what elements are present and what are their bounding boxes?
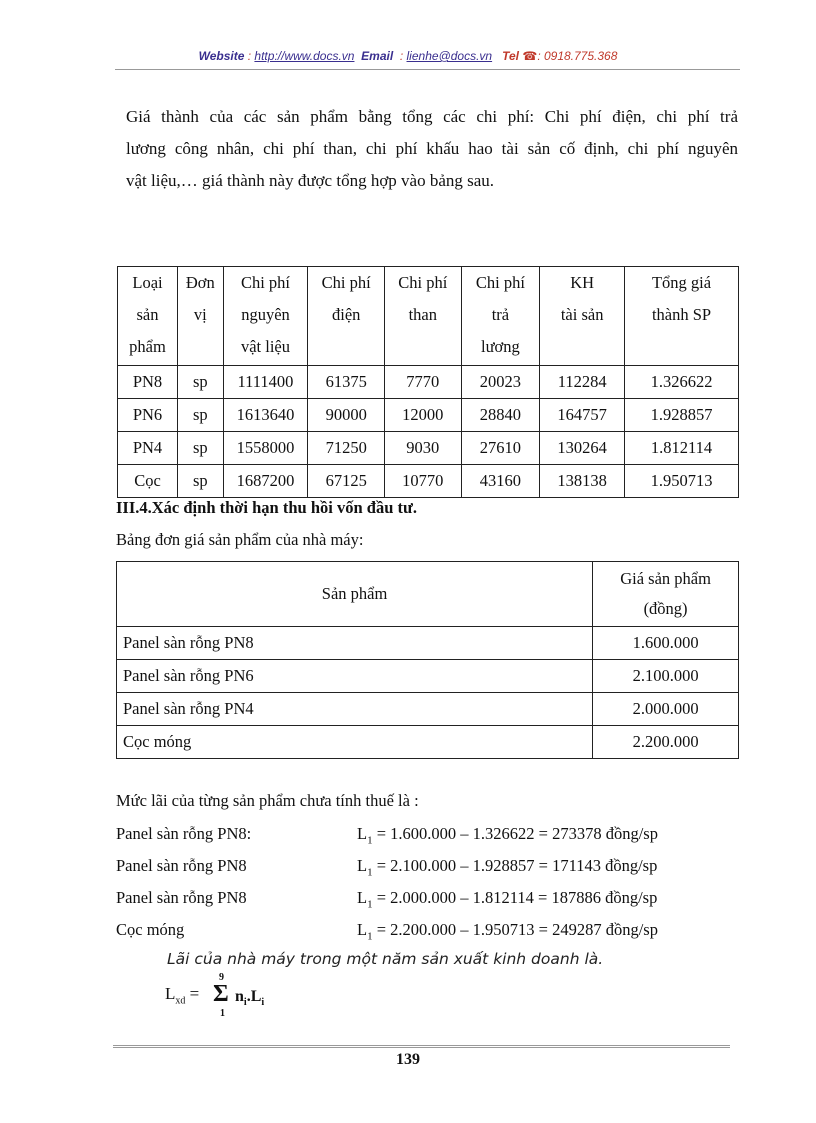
phone-icon: ☎ (522, 49, 538, 63)
table-row (118, 399, 739, 432)
table-cell: 67125 (308, 465, 385, 498)
table-row (118, 432, 739, 465)
product-name: Cọc móng (117, 726, 593, 759)
sigma-symbol: Σ (213, 981, 229, 1007)
table-cell: 164757 (540, 399, 625, 432)
sum-lower-limit: 1 (220, 1008, 225, 1019)
product-price: 2.200.000 (593, 726, 739, 759)
table-cell: 27610 (461, 432, 540, 465)
header-product: Sản phẩm (117, 562, 593, 627)
table-cell: 7770 (384, 366, 461, 399)
website-sep: : (244, 49, 255, 63)
profit-product: Cọc móng (116, 920, 185, 939)
page-header (0, 49, 816, 63)
header-line: Loại (132, 273, 163, 292)
header-line: vật liệu (240, 337, 290, 356)
table-row (118, 366, 739, 399)
profit-formula: $L_1 = 1.600.000 - 1.326622 = 273378$ đồng/sp (357, 824, 658, 847)
table-cell: 112284 (540, 366, 625, 399)
formula-lhs: $L_{xd}$ = (165, 984, 200, 1007)
table-cell: 71250 (308, 432, 385, 465)
table-cell: PN6 (118, 399, 178, 432)
cost-header-cell (384, 267, 461, 366)
table-row (117, 627, 739, 660)
cost-header-cell (625, 267, 739, 366)
cost-header-cell (461, 267, 540, 366)
header-rule (115, 69, 740, 70)
product-name: Panel sàn rỗng PN4 (117, 693, 593, 726)
intro-line-3: vật liệu,… giá thành này được tổng hợp vào bảng sau. (126, 171, 495, 190)
product-price: 2.000.000 (593, 693, 739, 726)
header-line: Chi phí (321, 273, 371, 292)
header-line: KH (570, 273, 595, 292)
header-line: Tổng giá (651, 273, 712, 292)
table-row (117, 726, 739, 759)
header-line: Chi phí (475, 273, 525, 292)
table-cell: 1558000 (223, 432, 308, 465)
header-line: lương (481, 337, 520, 356)
profit-row (116, 914, 756, 946)
table-cell: sp (178, 432, 224, 465)
table-cell: 1.812114 (625, 432, 739, 465)
product-price: 1.600.000 (593, 627, 739, 660)
table-cell: 1687200 (223, 465, 308, 498)
table-cell: 61375 (308, 366, 385, 399)
header-line: thành SP (651, 305, 712, 324)
profit-formula: $L_1 = 2.000.000 - 1.812114 = 187886$ đồng/sp (357, 888, 658, 911)
table-row (117, 660, 739, 693)
profit-sum-formula (165, 972, 265, 1019)
profit-row (116, 882, 756, 914)
profit-product: Panel sàn rỗng PN8: (116, 824, 252, 843)
page-number: 139 (396, 1051, 420, 1068)
website-link[interactable]: http://www.docs.vn (254, 49, 355, 63)
table-cell: 138138 (540, 465, 625, 498)
profit-intro: Mức lãi của từng sản phẩm chưa tính thuế là : (116, 791, 419, 810)
profit-formula: $L_1 = 2.100.000 - 1.928857 = 171143$ đồng/sp (357, 856, 658, 879)
cost-table-header-row (118, 267, 739, 366)
email-sep: : (396, 49, 407, 63)
profit-formula: $L_1 = 2.200.000 - 1.950713 = 249287$ đồng/sp (357, 920, 658, 943)
header-price-line-1: Giá sản phẩm (620, 569, 711, 588)
profit-row (116, 818, 756, 850)
price-table-intro: Bảng đơn giá sản phẩm của nhà máy: (116, 530, 364, 549)
table-cell: sp (178, 366, 224, 399)
header-line: nguyên (241, 305, 290, 324)
product-price: 2.100.000 (593, 660, 739, 693)
table-cell: sp (178, 465, 224, 498)
header-line: trả (491, 305, 510, 324)
header-line: vị (193, 305, 207, 324)
section-title: III.4.Xác định thời hạn thu hồi vốn đầu tư. (116, 498, 418, 517)
header-line: điện (331, 305, 361, 324)
email-label: Email (361, 49, 394, 63)
price-table (116, 561, 739, 759)
header-line: than (408, 305, 437, 324)
header-price (593, 562, 739, 627)
header-line: Chi phí (398, 273, 448, 292)
product-name: Panel sàn rỗng PN8 (117, 627, 593, 660)
table-cell: PN8 (118, 366, 178, 399)
table-cell: sp (178, 399, 224, 432)
product-name: Panel sàn rỗng PN6 (117, 660, 593, 693)
table-cell: Cọc (118, 465, 178, 498)
profit-product: Panel sàn rỗng PN8 (116, 856, 247, 875)
annual-profit-text: Lãi của nhà máy trong một năm sản xuất kinh doanh là. (167, 950, 604, 968)
table-cell: 1111400 (223, 366, 308, 399)
table-cell: 130264 (540, 432, 625, 465)
header-line: phẩm (129, 337, 166, 356)
intro-line-1: Giá thành của các sản phẩm bằng tổng các chi phí: Chi phí điện, chi phí trả (126, 107, 738, 126)
header-line: tài sản (560, 305, 604, 324)
cost-table (117, 266, 739, 498)
intro-line-2: lương công nhân, chi phí than, chi phí khấu hao tài sản cố định, chi phí nguyên (126, 139, 738, 158)
header-line: sản (136, 305, 159, 324)
table-cell: 1.928857 (625, 399, 739, 432)
cost-header-cell (178, 267, 224, 366)
cost-header-cell (118, 267, 178, 366)
header-line: Đơn (185, 273, 215, 292)
table-cell: 90000 (308, 399, 385, 432)
footer-rule (113, 1045, 730, 1048)
price-table-header-row (117, 562, 739, 627)
intro-paragraph (116, 101, 738, 197)
cost-header-cell (308, 267, 385, 366)
table-row (118, 465, 739, 498)
profit-row (116, 850, 756, 882)
profit-product: Panel sàn rỗng PN8 (116, 888, 247, 907)
table-cell: 9030 (384, 432, 461, 465)
website-label: Website (198, 49, 245, 63)
tel-value: : 0918.775.368 (537, 49, 618, 63)
sum-upper-limit: 9 (219, 972, 224, 983)
cost-header-cell (223, 267, 308, 366)
tel-label: Tel (502, 49, 520, 63)
email-link[interactable]: lienhe@docs.vn (406, 49, 493, 63)
table-cell: 1.326622 (625, 366, 739, 399)
table-cell: 10770 (384, 465, 461, 498)
table-cell: 1.950713 (625, 465, 739, 498)
header-price-line-2: (đồng) (643, 599, 688, 618)
table-row (117, 693, 739, 726)
header-line: Chi phí (240, 273, 290, 292)
table-cell: 43160 (461, 465, 540, 498)
sum-term: $n_i.L_i$ (235, 988, 265, 1009)
table-cell: PN4 (118, 432, 178, 465)
table-cell: 12000 (384, 399, 461, 432)
cost-header-cell (540, 267, 625, 366)
table-cell: 20023 (461, 366, 540, 399)
table-cell: 1613640 (223, 399, 308, 432)
table-cell: 28840 (461, 399, 540, 432)
